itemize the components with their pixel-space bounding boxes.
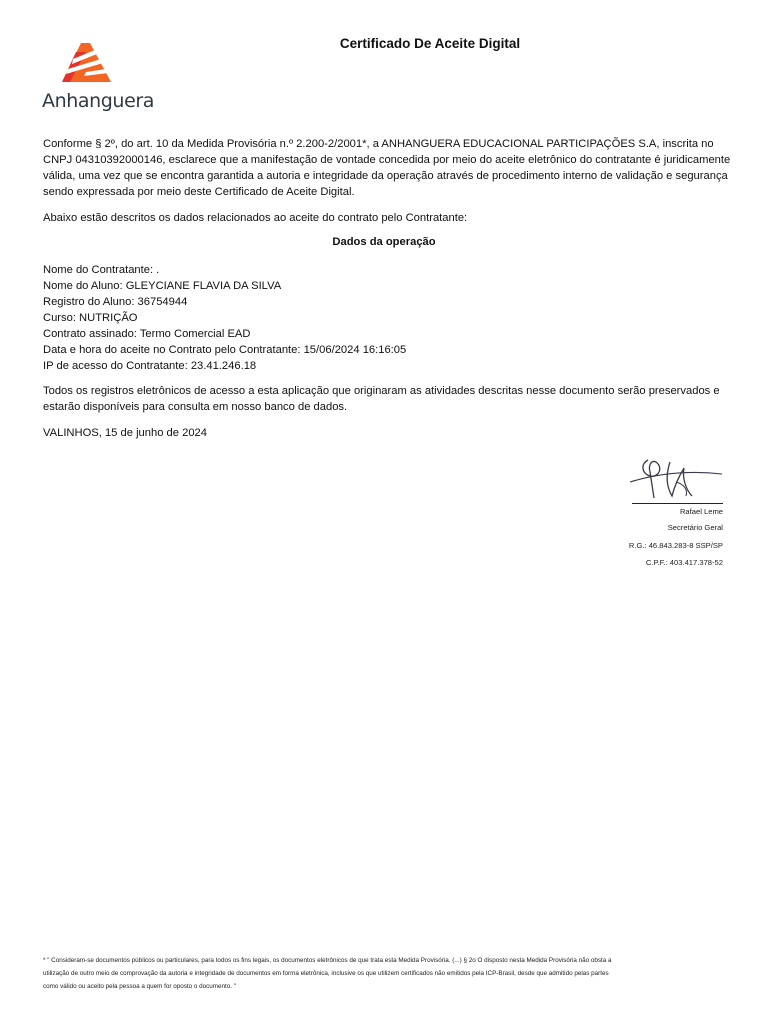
signer-cpf: C.P.F.: 403.417.378-52	[645, 558, 723, 567]
anhanguera-logo	[40, 38, 155, 124]
signature-icon	[626, 452, 726, 502]
logo-wordmark: Anhanguera	[42, 90, 155, 112]
operation-data-list	[43, 262, 406, 374]
student-registration-line: Registro do Aluno: 36754944	[43, 296, 188, 308]
intro-lead: Abaixo estão descritos os dados relacionados ao aceite do contrato pelo Contratante:	[43, 212, 468, 224]
place-date: VALINHOS, 15 de junho de 2024	[43, 427, 207, 439]
signer-name: Rafael Leme	[679, 507, 723, 516]
signed-contract-line: Contrato assinado: Termo Comercial EAD	[43, 328, 251, 340]
signer-role: Secretário Geral	[667, 523, 723, 532]
signer-rg: R.G.: 46.843.283-8 SSP/SP	[628, 541, 723, 550]
course-line: Curso: NUTRIÇÃO	[43, 312, 138, 324]
signature-line	[632, 503, 723, 504]
logo-triangle-icon	[40, 38, 144, 90]
document-title: Certificado De Aceite Digital	[339, 36, 521, 51]
footnote-line: como válido ou aceito pela pessoa a quem for oposto o documento. "	[43, 983, 237, 990]
operation-section-title: Dados da operação	[332, 236, 436, 248]
acceptance-datetime-line: Data e hora do aceite no Contrato pelo Contratante: 15/06/2024 16:16:05	[43, 344, 407, 356]
student-name-line: Nome do Aluno: GLEYCIANE FLAVIA DA SILVA	[43, 280, 282, 292]
intro-paragraph: Conforme § 2º, do art. 10 da Medida Provisória n.º 2.200-2/2001*, a ANHANGUERA EDUCACIONAL PARTICIPAÇÕES S.A, inscrita no CNPJ 04310392000146, esclarece que a manifestação de vontade concedida por meio do aceite eletrônico do contratante é juridicamente válida, uma vez que se encontra garantida a autoria e integridade da operação através de procedimento interno de validação e segurança sendo expressada por meio deste Certificado de Aceite Digital.	[43, 138, 731, 198]
contractor-name-line: Nome do Contratante: .	[43, 264, 160, 276]
closing-paragraph: Todos os registros eletrônicos de acesso a esta aplicação que originaram as atividades descritas nesse documento serão preservados e estarão disponíveis para consulta em nosso banco de dados.	[43, 385, 720, 413]
footnote-line: * " Consideram-se documentos públicos ou particulares, para todos os fins legais, os documentos eletrônicos de que trata esta Medida Provisória. (...) § 2o O disposto nesta Medida Provisória não obsta a	[43, 957, 612, 964]
access-ip-line: IP de acesso do Contratante: 23.41.246.18	[43, 360, 257, 372]
legal-footnote	[43, 954, 733, 993]
footnote-line: utilização de outro meio de comprovação da autoria e integridade de documentos em forma eletrônica, inclusive os que utilizem certificados não emitidos pela ICP-Brasil, desde que admitido pelas partes	[43, 970, 609, 977]
